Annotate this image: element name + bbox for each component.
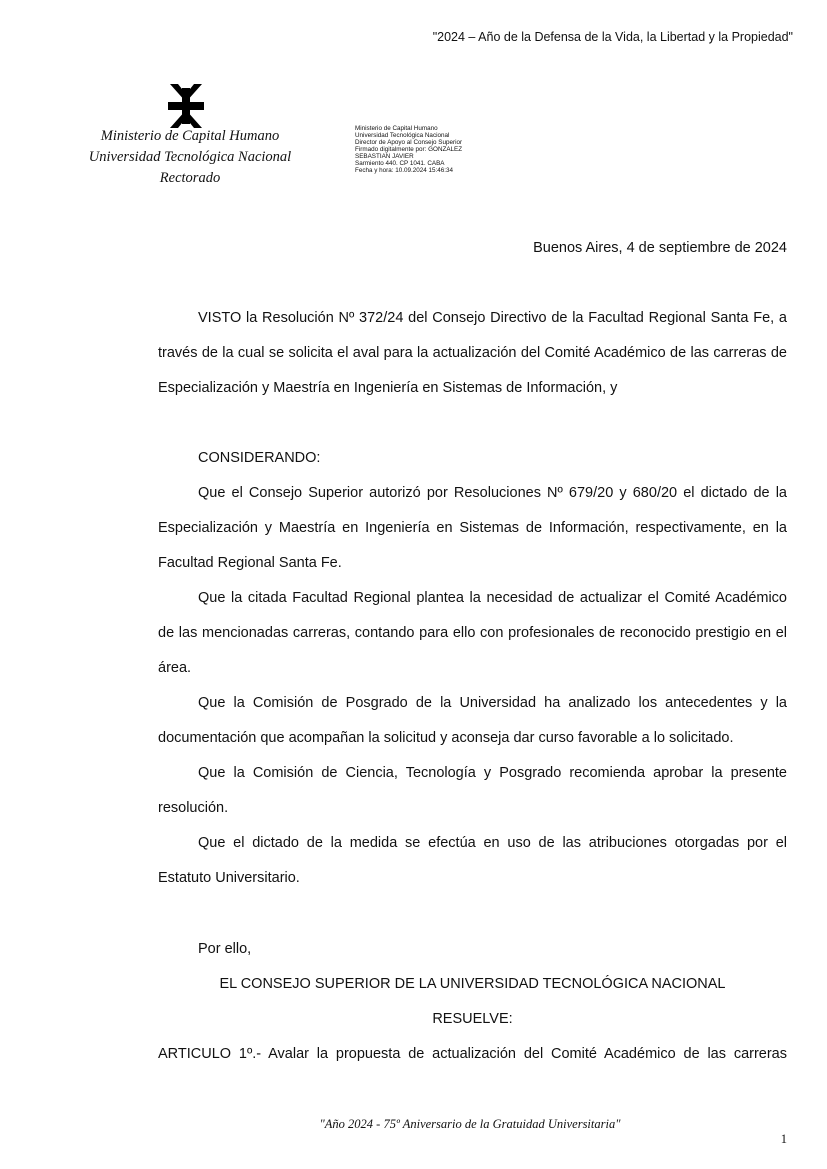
council-heading: EL CONSEJO SUPERIOR DE LA UNIVERSIDAD TECNOLÓGICA NACIONAL [219,976,726,992]
institution-university: Universidad Tecnológica Nacional [88,149,292,165]
digital-signature-stamp: Ministerio de Capital Humano Universidad Tecnológica Nacional Director de Apoyo al Consejo Superior Firmado digitalmente por: GONZALEZ SEBASTIAN JAVIER Sarmiento 440. CP 1041. CABA Fecha y hora: 10.09.2024 15:46:34 [355,125,463,174]
document-date: Buenos Aires, 4 de septiembre de 2024 [533,240,787,256]
resuelve-heading: RESUELVE: [432,1011,513,1027]
considerando-paragraph-4: Que la Comisión de Ciencia, Tecnología y Posgrado recomienda aprobar la presente resolución. [158,765,787,816]
header-motto: "2024 – Año de la Defensa de la Vida, la Libertad y la Propiedad" [432,30,793,44]
institution-ministry: Ministerio de Capital Humano [100,128,280,144]
considerando-heading: CONSIDERANDO: [198,450,321,466]
considerando-paragraph-2: Que la citada Facultad Regional plantea la necesidad de actualizar el Comité Académico de las mencionadas carreras, contando para ello con profesionales de reconocido prestigio en el área. [158,590,787,676]
considerando-paragraph-1: Que el Consejo Superior autorizó por Resoluciones Nº 679/20 y 680/20 el dictado de la Especialización y Maestría en Ingeniería en Sistemas de Información, respectivamente, en la Facultad Regional Santa Fe. [158,485,787,571]
page-number: 1 [780,1132,787,1146]
por-ello: Por ello, [198,941,252,957]
utn-logo-icon [166,84,206,128]
articulo-1: ARTICULO 1º.- Avalar la propuesta de actualización del Comité Académico de las carreras [158,1046,787,1062]
considerando-paragraph-3: Que la Comisión de Posgrado de la Universidad ha analizado los antecedentes y la documentación que acompañan la solicitud y aconseja dar curso favorable a lo solicitado. [158,695,787,746]
considerando-paragraph-5: Que el dictado de la medida se efectúa en uso de las atribuciones otorgadas por el Estatuto Universitario. [158,835,787,886]
footer-motto: "Año 2024 - 75º Aniversario de la Gratuidad Universitaria" [319,1117,621,1131]
institution-rectorado: Rectorado [159,170,221,186]
visto-paragraph: VISTO la Resolución Nº 372/24 del Consejo Directivo de la Facultad Regional Santa Fe, a través de la cual se solicita el aval para la actualización del Comité Académico de las carreras de Especialización y Maestría en Ingeniería en Sistemas de Información, y [158,310,787,396]
